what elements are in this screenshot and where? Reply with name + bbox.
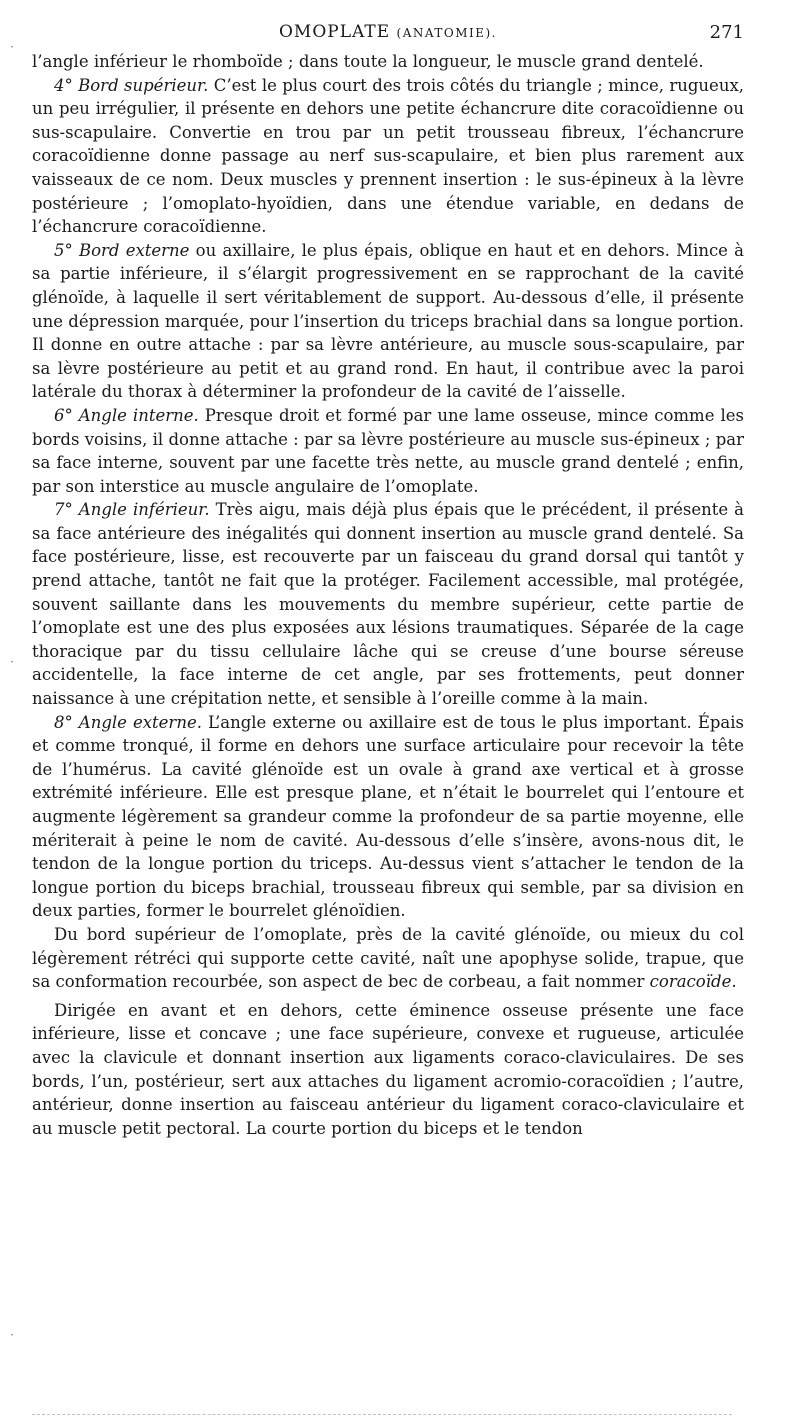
paragraph-text: L’angle externe ou axillaire est de tous le plus important. Épais et comme tronqué, il forme en dehors une surface articulaire pour recevoir la tête de l’humérus. La cavité glénoïde est un ovale à grand axe vertical et à grosse extrémité inférieure. Elle est presque plane, et n’était le bourrelet qui l’entoure et augmente légèrement sa grandeur comme la profondeur de sa partie moyenne, elle mériterait à peine le nom de cavité. Au-dessous d’elle s’insère, avons-nous dit, le tendon de la longue portion du triceps. Au-dessus vient s’attacher le tendon de la longue portion du biceps brachial, trousseau fibreux qui semble, par sa division en deux parties, former le bourrelet glénoïdien. — [32, 712, 745, 921]
margin-dot: · — [10, 655, 14, 669]
running-header — [32, 22, 744, 50]
paragraph-lead: 8° Angle externe. — [54, 712, 202, 732]
paragraph-lead: 5° Bord externe — [54, 240, 190, 260]
paragraph-text: C’est le plus court des trois côtés du triangle ; mince, rugueux, un peu irrégulier, il présente en dehors une petite échancrure dite coracoïdienne ou sus-scapulaire. Convertie en trou par un petit trousseau fibreux, l’échancrure coracoïdienne donne passage au nerf sus-scapulaire, et bien plus rarement aux vaisseaux de ce nom. Deux muscles y prennent insertion : le sus-épineux à la lèvre postérieure ; l’omoplato-hyoïdien, dans une étendue variable, en dedans de l’échancrure coracoïdienne. — [32, 75, 744, 237]
paragraph-lead: 4° Bord supérieur. — [54, 75, 209, 95]
paragraph-angle-externe — [32, 711, 744, 923]
paragraph-text: ou axillaire, le plus épais, oblique en haut et en dehors. Mince à sa partie inférieure, il s’élargit progressivement en se rapprochant de la cavité glénoïde, à laquelle il sert véritablement de support. Au-dessous d’elle, il présente une dépression marquée, pour l’insertion du triceps brachial dans sa longue portion. Il donne en outre attache : par sa lèvre antérieure, au muscle sous-scapulaire, par sa lèvre postérieure au petit et au grand rond. En haut, il contribue avec la paroi latérale du thorax à déterminer la profondeur de la cavité de l’aisselle. — [32, 240, 745, 402]
page-bottom-rule — [32, 1414, 732, 1415]
book-page — [32, 22, 744, 1140]
header-subtitle: (ANATOMIE). — [396, 26, 497, 40]
header-title — [32, 22, 744, 42]
paragraph-apophyse — [32, 923, 744, 994]
paragraph-bord-externe — [32, 239, 744, 404]
paragraph-text: Très aigu, mais déjà plus épais que le précédent, il présente à sa face antérieure des inégalités qui donnent insertion au muscle grand dentelé. Sa face postérieure, lisse, est recouverte par un faisceau du grand dorsal qui tantôt y prend attache, tantôt ne fait que la protéger. Facilement accessible, mal protégée, souvent saillante dans les mouvements du membre supérieur, cette partie de l’omoplate est une des plus exposées aux lésions traumatiques. Séparée de la cage thoracique par du tissu cellulaire lâche qui se creuse d’une bourse séreuse accidentelle, la face interne de cet angle, par ses frottements, peut donner naissance à une crépitation nette, et sensible à l’oreille comme à la main. — [32, 500, 744, 709]
header-title-text: OMOPLATE — [279, 22, 391, 42]
paragraph-continuation — [32, 50, 744, 74]
paragraph-text: Du bord supérieur de l’omoplate, près de la cavité glénoïde, ou mieux du col légèrement rétréci qui supporte cette cavité, naît une apophyse solide, trapue, que sa conformation recourbée, son aspect de bec de corbeau, a fait nommer — [32, 924, 744, 992]
paragraph-eminence — [32, 999, 744, 1141]
paragraph-lead: 6° Angle interne. — [54, 405, 199, 425]
margin-dot: · — [10, 1328, 14, 1342]
paragraph-text: l’angle inférieur le rhomboïde ; dans toute la longueur, le muscle grand dentelé. — [32, 52, 704, 71]
paragraph-emphasis: coracoïde. — [649, 972, 737, 992]
margin-dot: · — [10, 40, 14, 54]
paragraph-lead: 7° Angle inférieur. — [54, 500, 210, 520]
paragraph-angle-interne — [32, 404, 744, 498]
page-number: 271 — [709, 22, 744, 43]
paragraph-bord-superieur — [32, 74, 744, 239]
paragraph-text: Presque droit et formé par une lame osseuse, mince comme les bords voisins, il donne attache : par sa lèvre postérieure au muscle sus-épineux ; par sa face interne, souvent par une facette très nette, au muscle grand dentelé ; enfin, par son interstice au muscle angulaire de l’omoplate. — [32, 405, 744, 496]
paragraph-text: Dirigée en avant et en dehors, cette éminence osseuse présente une face inférieure, lisse et concave ; une face supérieure, convexe et rugueuse, articulée avec la clavicule et donnant insertion aux ligaments coraco-claviculaires. De ses bords, l’un, postérieur, sert aux attaches du ligament acromio-coracoïdien ; l’autre, antérieur, donne insertion au faisceau antérieur du ligament coraco-claviculaire et au muscle petit pectoral. La courte portion du biceps et le tendon — [32, 1000, 744, 1138]
paragraph-angle-inferieur — [32, 498, 744, 710]
